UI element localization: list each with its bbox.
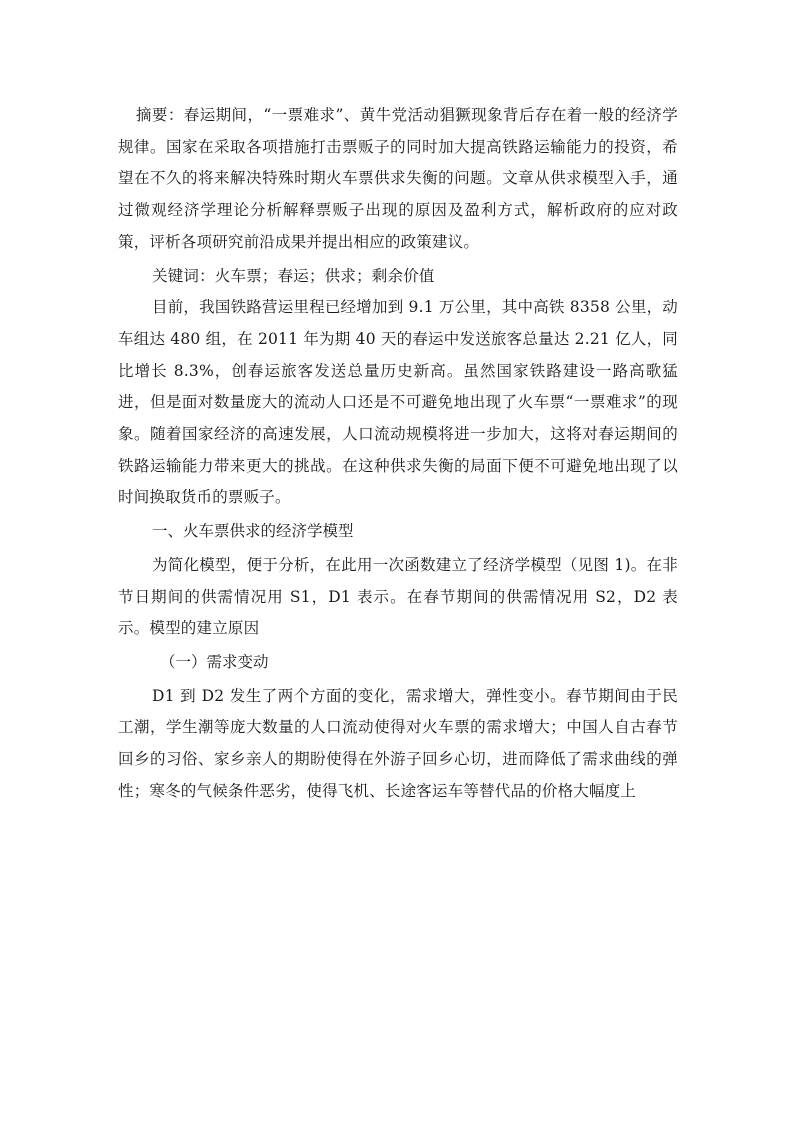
section1-paragraph: 为简化模型，便于分析，在此用一次函数建立了经济学模型（见图 1)。在非节日期间的供需情况用 S1，D1 表示。在春节期间的供需情况用 S2，D2 表示。模型的建立原因 bbox=[118, 555, 678, 638]
abstract-paragraph: 摘要：春运期间，“一票难求”、黄牛党活动猖獗现象背后存在着一般的经济学规律。国家在采取各项措施打击票贩子的同时加大提高铁路运输能力的投资，希望在不久的将来解决特殊时期火车票供求失衡的问题。文章从供求模型入手，通过微观经济学理论分析解释票贩子出现的原因及盈利方式，解析政府的应对政策，评析各项研究前沿成果并提出相应的政策建议。 bbox=[118, 106, 678, 251]
intro-paragraph: 目前，我国铁路营运里程已经增加到 9.1 万公里，其中高铁 8358 公里，动车组达 480 组，在 2011 年为期 40 天的春运中发送旅客总量达 2.21 亿人，同比增长 8.3%，创春运旅客发送总量历史新高。虽然国家铁路建设一路高歌猛进，但是面对数量庞大的流动人口还是不可避免地出现了火车票“一票难求”的现象。随着国家经济的高速发展，人口流动规模将进一步加大，这将对春运期间的铁路运输能力带来更大的挑战。在这种供求失衡的局面下便不可避免地出现了以时间换取货币的票贩子。 bbox=[118, 298, 678, 507]
subsection-heading-1: （一）需求变动 bbox=[160, 652, 269, 671]
subsection1-paragraph: D1 到 D2 发生了两个方面的变化，需求增大，弹性变小。春节期间由于民工潮，学生潮等庞大数量的人口流动使得对火车票的需求增大；中国人自古春节回乡的习俗、家乡亲人的期盼使得在外游子回乡心切，进而降低了需求曲线的弹性；寒冬的气候条件恶劣，使得飞机、长途客运车等替代品的价格大幅度上 bbox=[118, 686, 678, 800]
keywords-line: 关键词：火车票；春运；供求；剩余价值 bbox=[152, 266, 435, 285]
section-heading-1: 一、火车票供求的经济学模型 bbox=[152, 522, 354, 541]
document-body bbox=[118, 100, 678, 807]
